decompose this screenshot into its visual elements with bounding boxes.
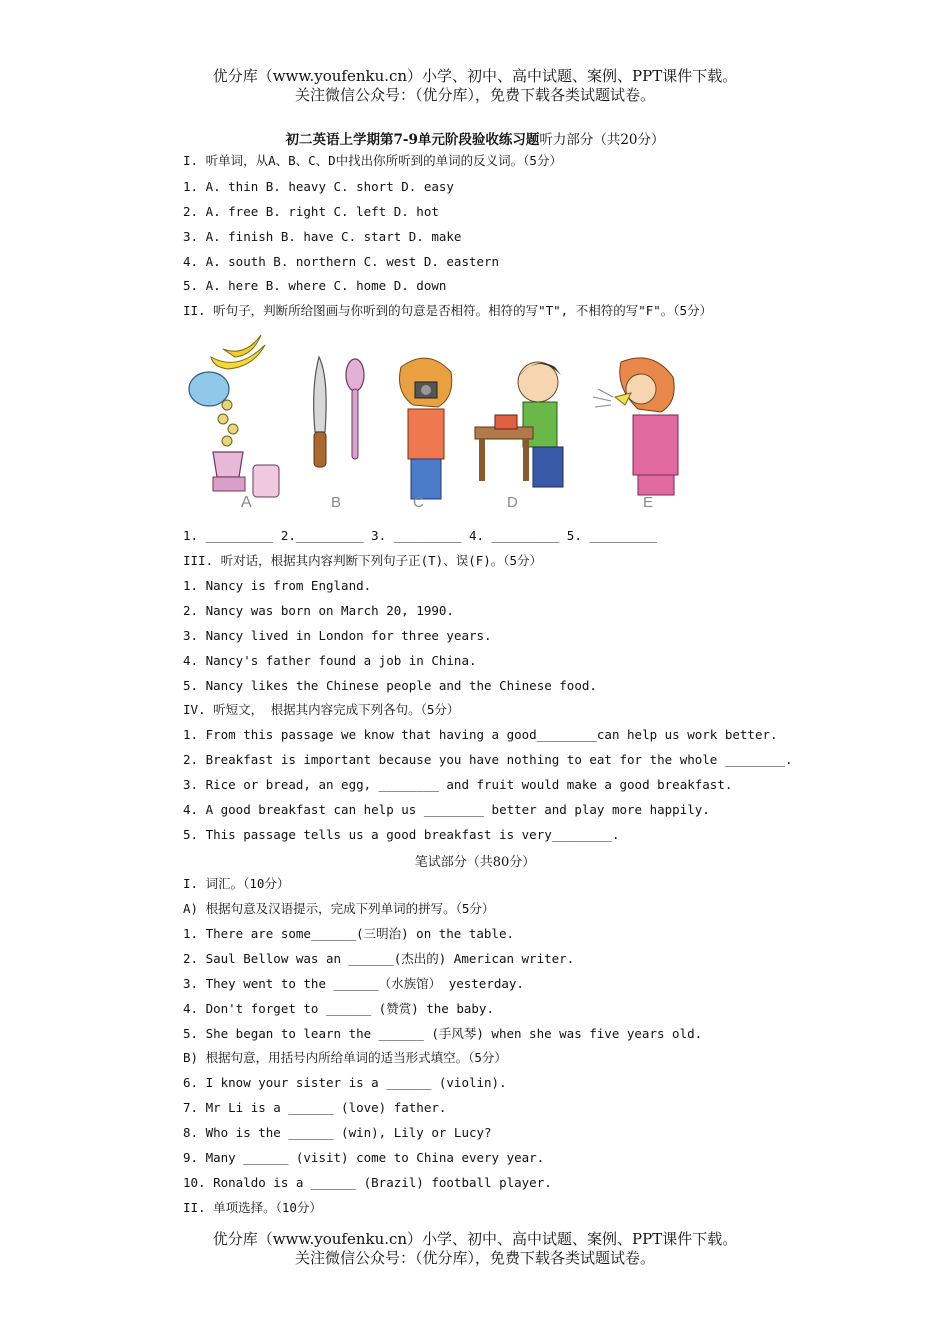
list-item: 4. A. south B. northern C. west D. eastern — [183, 254, 500, 269]
section-heading: B) 根据句意，用括号内所给单词的适当形式填空。（5分） — [183, 1050, 507, 1065]
list-item: 9. Many ______ (visit) come to China every year. — [183, 1150, 545, 1165]
picture-strip — [183, 327, 703, 522]
page-header — [0, 67, 950, 105]
section-heading: II. 听句子，判断所给图画与你听到的句意是否相符。相符的写"T", 不相符的写"F"。（5分） — [183, 303, 713, 318]
answer-blanks: 1. _________ 2._________ 3. _________ 4. _________ 5. _________ — [183, 528, 658, 543]
list-item: 5. Nancy likes the Chinese people and the Chinese food. — [183, 678, 597, 693]
girl-camera-picture — [400, 358, 452, 499]
list-item: 4. A good breakfast can help us ________ better and play more happily. — [183, 802, 710, 817]
section-heading: IV. 听短文， 根据其内容完成下列各句。（5分） — [183, 702, 460, 717]
written-section-title: 笔试部分（共80分） — [414, 855, 536, 870]
woman-smelling-picture — [593, 358, 678, 495]
list-item: 3. Nancy lived in London for three years. — [183, 628, 492, 643]
list-item: 4. Don't forget to ______ (赞赏) the baby. — [183, 1001, 494, 1016]
exam-title-bold: 初二英语上学期第7-9单元阶段验收练习题 — [285, 132, 540, 148]
spoon-picture — [346, 359, 364, 459]
section-heading: I. 词汇。（10分） — [183, 876, 290, 891]
list-item: 4. Nancy's father found a job in China. — [183, 653, 477, 668]
illustrations — [183, 327, 703, 522]
exam-title-section: 听力部分（共20分） — [539, 132, 665, 148]
page-footer — [0, 1230, 950, 1268]
list-item: 5. This passage tells us a good breakfast is very________. — [183, 827, 620, 842]
picture-label-d: D — [507, 494, 518, 511]
list-item: 1. There are some______(三明治) on the table. — [183, 926, 514, 941]
list-item: 8. Who is the ______ (win), Lily or Lucy? — [183, 1125, 492, 1140]
list-item: 1. A. thin B. heavy C. short D. easy — [183, 179, 454, 194]
list-item: 3. They went to the ______（水族馆） yesterday. — [183, 976, 524, 991]
boy-reading-picture — [475, 362, 563, 487]
list-item: 3. A. finish B. have C. start D. make — [183, 229, 462, 244]
list-item: 10. Ronaldo is a ______ (Brazil) football player. — [183, 1175, 552, 1190]
list-item: 6. I know your sister is a ______ (violin). — [183, 1075, 507, 1090]
footer-line-2: 关注微信公众号：（优分库），免费下载各类试题试卷。 — [294, 1249, 655, 1267]
picture-label-e: E — [643, 494, 654, 511]
list-item: 1. Nancy is from England. — [183, 578, 372, 593]
header-line-2: 关注微信公众号：（优分库），免费下载各类试题试卷。 — [294, 86, 655, 104]
footer-line-1: 优分库（www.youfenku.cn）小学、初中、高中试题、案例、PPT课件下载。 — [212, 1230, 738, 1248]
section-heading: I. 听单词，从A、B、C、D中找出你所听到的单词的反义词。（5分） — [183, 153, 562, 168]
picture-label-a: A — [241, 494, 252, 511]
header-line-1: 优分库（www.youfenku.cn）小学、初中、高中试题、案例、PPT课件下载。 — [212, 67, 738, 85]
list-item: 2. Saul Bellow was an ______(杰出的) American writer. — [183, 951, 575, 966]
list-item: 1. From this passage we know that having a good________can help us work better. — [183, 727, 778, 742]
list-item: 2. Breakfast is important because you have nothing to eat for the whole ________. — [183, 752, 793, 767]
list-item: 2. Nancy was born on March 20, 1990. — [183, 603, 454, 618]
picture-label-b: B — [331, 494, 342, 511]
list-item: 7. Mr Li is a ______ (love) father. — [183, 1100, 447, 1115]
blender-banana-picture — [189, 335, 279, 497]
knife-picture — [314, 357, 326, 467]
section-heading: A) 根据句意及汉语提示，完成下列单词的拼写。（5分） — [183, 901, 495, 916]
list-item: 5. She began to learn the ______ (手风琴) when she was five years old. — [183, 1026, 703, 1041]
section-heading: III. 听对话，根据其内容判断下列句子正(T)、误(F)。（5分） — [183, 553, 543, 568]
list-item: 3. Rice or bread, an egg, ________ and fruit would make a good breakfast. — [183, 777, 733, 792]
picture-label-c: C — [413, 494, 424, 511]
list-item: 5. A. here B. where C. home D. down — [183, 278, 447, 293]
exam-title — [0, 128, 950, 148]
section-heading: II. 单项选择。（10分） — [183, 1200, 322, 1215]
list-item: 2. A. free B. right C. left D. hot — [183, 204, 439, 219]
